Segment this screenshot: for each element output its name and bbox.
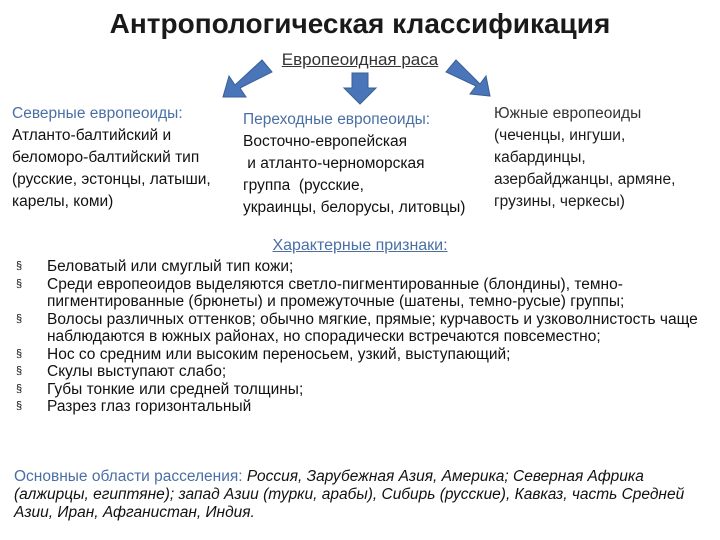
list-item — [14, 381, 714, 399]
bullet-icon: § — [16, 347, 23, 360]
transitional-line: и атланто-черноморская — [243, 155, 425, 172]
list-item-text: Нос со средним или высоким переносьем, узкий, выступающий; — [47, 345, 511, 363]
bullet-icon: § — [16, 365, 23, 377]
transitional-line: украинцы, белорусы, литовцы) — [243, 199, 466, 216]
arrows-diagram — [0, 0, 720, 120]
bullet-icon: § — [16, 260, 23, 272]
northern-line: карелы, коми) — [12, 193, 114, 210]
characteristics-heading: Характерные признаки: — [272, 237, 448, 254]
southern-line: (чеченцы, ингуши, — [494, 127, 626, 144]
arrow-left-icon — [223, 60, 272, 97]
list-item — [14, 346, 714, 364]
list-item-text: Среди европеоидов выделяются светло-пигментированные (блондины), темно-пигментированные (брюнеты) и промежуточные (шатены, темно-русые) группы; — [47, 275, 625, 310]
list-item — [14, 311, 714, 346]
characteristics-list — [14, 258, 714, 416]
list-item — [14, 276, 714, 311]
list-item-text: Губы тонкие или средней толщины; — [47, 380, 304, 398]
northern-line: беломоро-балтийский тип — [12, 149, 200, 166]
bullet-icon: § — [16, 400, 23, 412]
bullet-icon: § — [16, 312, 23, 325]
settlement-areas-label: Основные области расселения: — [14, 468, 243, 485]
list-item-text: Разрез глаз горизонтальный — [47, 398, 252, 415]
page-title: Антропологическая классификация — [109, 8, 611, 39]
subtitle: Европеоидная раса — [281, 50, 439, 69]
southern-heading: Южные европеоиды — [494, 105, 642, 122]
bullet-icon: § — [16, 277, 23, 290]
transitional-heading: Переходные европеоиды: — [243, 111, 431, 128]
list-item-text: Скулы выступают слабо; — [47, 363, 227, 380]
list-item-text: Волосы различных оттенков; обычно мягкие, прямые; курчавость и узковолнистость чаще наблюдаются в южных районах, но спорадически встречаются повсеместно; — [47, 310, 698, 345]
arrow-right-icon — [446, 60, 490, 96]
arrow-down-icon — [344, 73, 376, 104]
transitional-line: Восточно-европейская — [243, 133, 407, 150]
list-item-text: Беловатый или смуглый тип кожи; — [47, 258, 294, 275]
list-item — [14, 363, 714, 381]
bullet-icon: § — [16, 382, 23, 395]
southern-line: грузины, черкесы) — [494, 193, 625, 210]
northern-europeoids-block — [12, 103, 252, 213]
transitional-line: группа (русские, — [243, 177, 364, 194]
list-item — [14, 398, 714, 416]
southern-line: кабардинцы, — [494, 149, 586, 166]
list-item — [14, 258, 714, 276]
transitional-europeoids-block — [243, 109, 503, 219]
southern-europeoids-block — [494, 103, 716, 213]
northern-line: Атланто-балтийский и — [12, 127, 172, 144]
northern-line: (русские, эстонцы, латыши, — [12, 171, 211, 188]
settlement-areas — [14, 468, 714, 522]
northern-heading: Северные европеоиды: — [12, 105, 183, 122]
southern-line: азербайджанцы, армяне, — [494, 171, 676, 188]
settlement-areas-text: Россия, Зарубежная Азия, Америка; Северная Африка (алжирцы, египтяне); запад Азии (турки, арабы), Сибирь (русские), Кавказ, часть Средней Азии, Иран, Афганистан, Индия. — [14, 468, 685, 521]
